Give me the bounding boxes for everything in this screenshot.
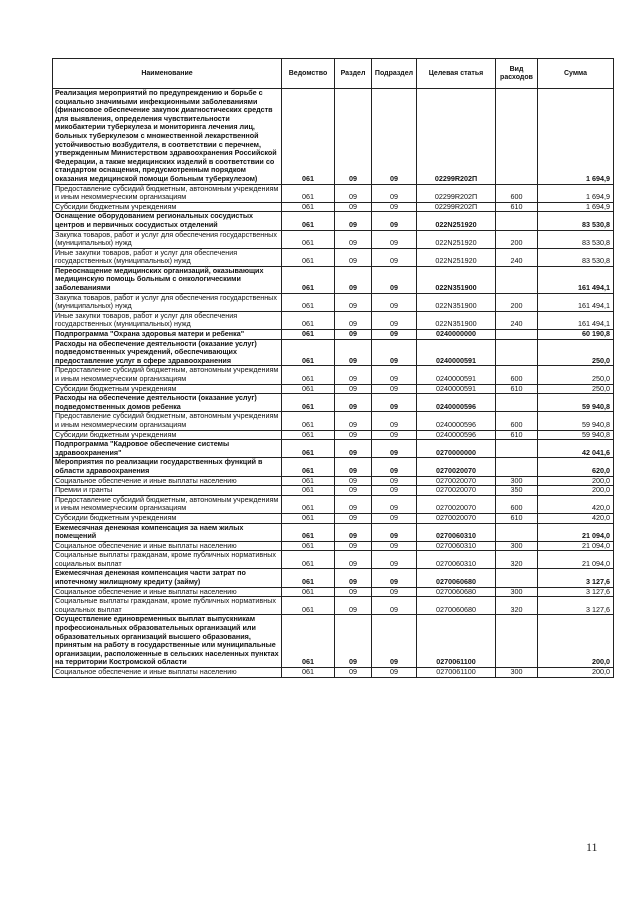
cell-vid-rashodov — [496, 89, 538, 185]
table-row — [53, 495, 614, 513]
cell-name: Иные закупки товаров, работ и услуг для обеспечения государственных (муниципальных) нужд — [53, 248, 282, 266]
cell-razdel: 09 — [335, 597, 372, 615]
cell-razdel: 09 — [335, 184, 372, 202]
cell-name: Мероприятия по реализации государственных функций в области здравоохранения — [53, 458, 282, 476]
cell-podrazdel: 09 — [372, 266, 417, 293]
cell-celevaya-statya: 0270060310 — [417, 523, 496, 541]
cell-podrazdel: 09 — [372, 486, 417, 496]
cell-razdel: 09 — [335, 266, 372, 293]
cell-vid-rashodov: 300 — [496, 541, 538, 551]
cell-name: Субсидии бюджетным учреждениям — [53, 202, 282, 212]
cell-vid-rashodov — [496, 394, 538, 412]
cell-name: Субсидии бюджетным учреждениям — [53, 430, 282, 440]
table-row — [53, 230, 614, 248]
table-row — [53, 394, 614, 412]
cell-summa: 83 530,8 — [538, 212, 614, 230]
cell-vedomstvo: 061 — [282, 551, 335, 569]
table-row — [53, 212, 614, 230]
cell-name: Расходы на обеспечение деятельности (оказание услуг) подведомственных учреждений, обеспечивающих предоставление услуг в сфере здравоохранения — [53, 339, 282, 366]
table-row — [53, 266, 614, 293]
cell-summa: 21 094,0 — [538, 541, 614, 551]
cell-podrazdel: 09 — [372, 394, 417, 412]
cell-razdel: 09 — [335, 513, 372, 523]
cell-summa: 200,0 — [538, 486, 614, 496]
cell-podrazdel: 09 — [372, 384, 417, 394]
table-row — [53, 541, 614, 551]
cell-vedomstvo: 061 — [282, 668, 335, 678]
table-row — [53, 440, 614, 458]
cell-summa: 59 940,8 — [538, 430, 614, 440]
header-razdel: Раздел — [335, 59, 372, 89]
cell-razdel: 09 — [335, 293, 372, 311]
cell-vedomstvo: 061 — [282, 476, 335, 486]
table-row — [53, 384, 614, 394]
cell-vedomstvo: 061 — [282, 597, 335, 615]
table-row — [53, 615, 614, 668]
cell-celevaya-statya: 022N251920 — [417, 248, 496, 266]
cell-celevaya-statya: 0240000596 — [417, 412, 496, 430]
cell-razdel: 09 — [335, 486, 372, 496]
table-row — [53, 311, 614, 329]
table-row — [53, 569, 614, 587]
cell-summa: 250,0 — [538, 384, 614, 394]
cell-celevaya-statya: 0270020070 — [417, 495, 496, 513]
cell-name: Социальное обеспечение и иные выплаты населению — [53, 587, 282, 597]
cell-vedomstvo: 061 — [282, 541, 335, 551]
cell-vid-rashodov: 610 — [496, 430, 538, 440]
cell-summa: 59 940,8 — [538, 412, 614, 430]
table-row — [53, 597, 614, 615]
header-summa: Сумма — [538, 59, 614, 89]
table-row — [53, 668, 614, 678]
cell-vedomstvo: 061 — [282, 412, 335, 430]
table-row — [53, 430, 614, 440]
cell-vid-rashodov: 320 — [496, 551, 538, 569]
table-row — [53, 184, 614, 202]
table-row — [53, 587, 614, 597]
cell-celevaya-statya: 0240000591 — [417, 339, 496, 366]
cell-vedomstvo: 061 — [282, 230, 335, 248]
cell-podrazdel: 09 — [372, 412, 417, 430]
cell-summa: 620,0 — [538, 458, 614, 476]
cell-name: Закупка товаров, работ и услуг для обеспечения государственных (муниципальных) нужд — [53, 230, 282, 248]
budget-table-page — [52, 58, 613, 678]
cell-vid-rashodov — [496, 339, 538, 366]
cell-name: Ежемесячная денежная компенсация части затрат по ипотечному жилищному кредиту (займу) — [53, 569, 282, 587]
cell-vid-rashodov: 300 — [496, 587, 538, 597]
cell-vid-rashodov: 600 — [496, 495, 538, 513]
cell-summa: 21 094,0 — [538, 551, 614, 569]
cell-podrazdel: 09 — [372, 89, 417, 185]
cell-vid-rashodov: 240 — [496, 248, 538, 266]
cell-celevaya-statya: 0270061100 — [417, 615, 496, 668]
cell-summa: 200,0 — [538, 476, 614, 486]
cell-razdel: 09 — [335, 551, 372, 569]
table-header-row — [53, 59, 614, 89]
cell-summa: 3 127,6 — [538, 587, 614, 597]
header-name: Наименование — [53, 59, 282, 89]
cell-vid-rashodov — [496, 615, 538, 668]
cell-summa: 420,0 — [538, 495, 614, 513]
cell-vedomstvo: 061 — [282, 440, 335, 458]
cell-celevaya-statya: 02299R202П — [417, 89, 496, 185]
table-row — [53, 476, 614, 486]
cell-razdel: 09 — [335, 212, 372, 230]
cell-podrazdel: 09 — [372, 597, 417, 615]
table-row — [53, 486, 614, 496]
cell-vid-rashodov: 600 — [496, 412, 538, 430]
cell-vedomstvo: 061 — [282, 89, 335, 185]
cell-name: Расходы на обеспечение деятельности (оказание услуг) подведомственных домов ребенка — [53, 394, 282, 412]
cell-podrazdel: 09 — [372, 587, 417, 597]
cell-vid-rashodov: 300 — [496, 668, 538, 678]
cell-vedomstvo: 061 — [282, 248, 335, 266]
cell-celevaya-statya: 0270060310 — [417, 551, 496, 569]
cell-name: Предоставление субсидий бюджетным, автономным учреждениям и иным некоммерческим организациям — [53, 366, 282, 384]
cell-razdel: 09 — [335, 339, 372, 366]
cell-podrazdel: 09 — [372, 551, 417, 569]
cell-podrazdel: 09 — [372, 440, 417, 458]
cell-vid-rashodov — [496, 330, 538, 340]
cell-razdel: 09 — [335, 384, 372, 394]
table-row — [53, 202, 614, 212]
cell-celevaya-statya: 0270060310 — [417, 541, 496, 551]
cell-podrazdel: 09 — [372, 569, 417, 587]
cell-vid-rashodov — [496, 440, 538, 458]
cell-celevaya-statya: 0270020070 — [417, 513, 496, 523]
cell-vid-rashodov: 200 — [496, 293, 538, 311]
cell-vid-rashodov — [496, 569, 538, 587]
cell-razdel: 09 — [335, 430, 372, 440]
cell-vedomstvo: 061 — [282, 384, 335, 394]
cell-name: Предоставление субсидий бюджетным, автономным учреждениям и иным некоммерческим организациям — [53, 495, 282, 513]
cell-summa: 1 694,9 — [538, 202, 614, 212]
cell-razdel: 09 — [335, 541, 372, 551]
table-row — [53, 89, 614, 185]
cell-vedomstvo: 061 — [282, 366, 335, 384]
cell-celevaya-statya: 0270061100 — [417, 668, 496, 678]
cell-podrazdel: 09 — [372, 293, 417, 311]
cell-razdel: 09 — [335, 89, 372, 185]
cell-summa: 200,0 — [538, 615, 614, 668]
cell-podrazdel: 09 — [372, 495, 417, 513]
cell-summa: 21 094,0 — [538, 523, 614, 541]
cell-name: Оснащение оборудованием региональных сосудистых центров и первичных сосудистых отделений — [53, 212, 282, 230]
cell-razdel: 09 — [335, 495, 372, 513]
cell-name: Предоставление субсидий бюджетным, автономным учреждениям и иным некоммерческим организациям — [53, 412, 282, 430]
cell-name: Социальное обеспечение и иные выплаты населению — [53, 541, 282, 551]
cell-vedomstvo: 061 — [282, 266, 335, 293]
cell-vedomstvo: 061 — [282, 486, 335, 496]
cell-vedomstvo: 061 — [282, 330, 335, 340]
cell-razdel: 09 — [335, 230, 372, 248]
cell-celevaya-statya: 0240000000 — [417, 330, 496, 340]
cell-podrazdel: 09 — [372, 184, 417, 202]
cell-vid-rashodov: 320 — [496, 597, 538, 615]
cell-celevaya-statya: 0240000591 — [417, 384, 496, 394]
cell-summa: 3 127,6 — [538, 569, 614, 587]
cell-razdel: 09 — [335, 668, 372, 678]
cell-vid-rashodov: 300 — [496, 476, 538, 486]
cell-vedomstvo: 061 — [282, 615, 335, 668]
cell-celevaya-statya: 0240000596 — [417, 430, 496, 440]
cell-celevaya-statya: 0240000596 — [417, 394, 496, 412]
cell-celevaya-statya: 02299R202П — [417, 202, 496, 212]
cell-razdel: 09 — [335, 311, 372, 329]
cell-podrazdel: 09 — [372, 311, 417, 329]
cell-celevaya-statya: 022N351900 — [417, 266, 496, 293]
cell-name: Переоснащение медицинских организаций, оказывающих медицинскую помощь больным с онкологическими заболеваниями — [53, 266, 282, 293]
cell-vedomstvo: 061 — [282, 523, 335, 541]
cell-celevaya-statya: 0270060680 — [417, 587, 496, 597]
cell-name: Социальные выплаты гражданам, кроме публичных нормативных социальных выплат — [53, 597, 282, 615]
cell-name: Ежемесячная денежная компенсация за наем жилых помещений — [53, 523, 282, 541]
cell-vid-rashodov: 610 — [496, 202, 538, 212]
cell-summa: 60 190,8 — [538, 330, 614, 340]
table-row — [53, 366, 614, 384]
cell-vedomstvo: 061 — [282, 184, 335, 202]
cell-razdel: 09 — [335, 523, 372, 541]
cell-celevaya-statya: 022N251920 — [417, 212, 496, 230]
cell-name: Социальное обеспечение и иные выплаты населению — [53, 476, 282, 486]
cell-vid-rashodov: 610 — [496, 384, 538, 394]
cell-razdel: 09 — [335, 394, 372, 412]
cell-vid-rashodov: 600 — [496, 366, 538, 384]
cell-razdel: 09 — [335, 330, 372, 340]
cell-podrazdel: 09 — [372, 202, 417, 212]
cell-podrazdel: 09 — [372, 248, 417, 266]
cell-summa: 250,0 — [538, 366, 614, 384]
cell-celevaya-statya: 022N351900 — [417, 311, 496, 329]
cell-summa: 83 530,8 — [538, 248, 614, 266]
cell-razdel: 09 — [335, 366, 372, 384]
cell-podrazdel: 09 — [372, 430, 417, 440]
cell-razdel: 09 — [335, 458, 372, 476]
cell-celevaya-statya: 0270000000 — [417, 440, 496, 458]
cell-summa: 83 530,8 — [538, 230, 614, 248]
header-vedomstvo: Ведомство — [282, 59, 335, 89]
cell-podrazdel: 09 — [372, 458, 417, 476]
cell-name: Иные закупки товаров, работ и услуг для обеспечения государственных (муниципальных) нужд — [53, 311, 282, 329]
cell-vid-rashodov — [496, 523, 538, 541]
cell-podrazdel: 09 — [372, 212, 417, 230]
cell-name: Премии и гранты — [53, 486, 282, 496]
cell-vid-rashodov: 610 — [496, 513, 538, 523]
cell-razdel: 09 — [335, 587, 372, 597]
cell-vedomstvo: 061 — [282, 394, 335, 412]
cell-vedomstvo: 061 — [282, 458, 335, 476]
cell-vedomstvo: 061 — [282, 311, 335, 329]
cell-name: Субсидии бюджетным учреждениям — [53, 513, 282, 523]
page-number: 11 — [586, 840, 598, 854]
cell-vedomstvo: 061 — [282, 430, 335, 440]
cell-summa: 161 494,1 — [538, 266, 614, 293]
cell-razdel: 09 — [335, 202, 372, 212]
cell-razdel: 09 — [335, 476, 372, 486]
cell-vid-rashodov — [496, 212, 538, 230]
cell-summa: 250,0 — [538, 339, 614, 366]
cell-name: Осуществление единовременных выплат выпускникам профессиональных образовательных организаций или образовательных организаций высшего образования, принятым на работу в государственные или муниципальные организации, расположенные в сельских населенных пунктах на территории Костромской области — [53, 615, 282, 668]
cell-summa: 1 694,9 — [538, 89, 614, 185]
cell-celevaya-statya: 02299R202П — [417, 184, 496, 202]
cell-name: Предоставление субсидий бюджетным, автономным учреждениям и иным некоммерческим организациям — [53, 184, 282, 202]
cell-celevaya-statya: 0240000591 — [417, 366, 496, 384]
cell-podrazdel: 09 — [372, 339, 417, 366]
table-row — [53, 248, 614, 266]
cell-celevaya-statya: 0270020070 — [417, 486, 496, 496]
budget-table — [52, 58, 614, 678]
cell-vedomstvo: 061 — [282, 202, 335, 212]
cell-podrazdel: 09 — [372, 615, 417, 668]
cell-name: Подпрограмма "Кадровое обеспечение системы здравоохранения" — [53, 440, 282, 458]
table-row — [53, 293, 614, 311]
cell-summa: 59 940,8 — [538, 394, 614, 412]
cell-razdel: 09 — [335, 569, 372, 587]
cell-vedomstvo: 061 — [282, 513, 335, 523]
cell-podrazdel: 09 — [372, 330, 417, 340]
cell-name: Подпрограмма "Охрана здоровья матери и ребенка" — [53, 330, 282, 340]
cell-celevaya-statya: 022N251920 — [417, 230, 496, 248]
table-row — [53, 458, 614, 476]
cell-summa: 42 041,6 — [538, 440, 614, 458]
cell-celevaya-statya: 0270060680 — [417, 569, 496, 587]
cell-summa: 420,0 — [538, 513, 614, 523]
header-celevaya-statya: Целевая статья — [417, 59, 496, 89]
header-vid-rashodov: Вид расходов — [496, 59, 538, 89]
table-row — [53, 551, 614, 569]
table-row — [53, 339, 614, 366]
cell-summa: 200,0 — [538, 668, 614, 678]
table-row — [53, 412, 614, 430]
cell-vedomstvo: 061 — [282, 212, 335, 230]
cell-name: Субсидии бюджетным учреждениям — [53, 384, 282, 394]
cell-name: Социальные выплаты гражданам, кроме публичных нормативных социальных выплат — [53, 551, 282, 569]
cell-podrazdel: 09 — [372, 668, 417, 678]
cell-podrazdel: 09 — [372, 513, 417, 523]
cell-vedomstvo: 061 — [282, 293, 335, 311]
cell-summa: 3 127,6 — [538, 597, 614, 615]
cell-podrazdel: 09 — [372, 523, 417, 541]
cell-celevaya-statya: 0270020070 — [417, 458, 496, 476]
cell-vedomstvo: 061 — [282, 587, 335, 597]
cell-razdel: 09 — [335, 412, 372, 430]
cell-podrazdel: 09 — [372, 476, 417, 486]
cell-name: Социальное обеспечение и иные выплаты населению — [53, 668, 282, 678]
header-podrazdel: Подраздел — [372, 59, 417, 89]
cell-vedomstvo: 061 — [282, 339, 335, 366]
cell-vid-rashodov: 240 — [496, 311, 538, 329]
cell-name: Закупка товаров, работ и услуг для обеспечения государственных (муниципальных) нужд — [53, 293, 282, 311]
cell-vid-rashodov: 200 — [496, 230, 538, 248]
cell-podrazdel: 09 — [372, 541, 417, 551]
cell-vid-rashodov: 600 — [496, 184, 538, 202]
cell-summa: 161 494,1 — [538, 293, 614, 311]
cell-vid-rashodov — [496, 458, 538, 476]
cell-razdel: 09 — [335, 248, 372, 266]
cell-podrazdel: 09 — [372, 366, 417, 384]
cell-vedomstvo: 061 — [282, 569, 335, 587]
cell-vedomstvo: 061 — [282, 495, 335, 513]
cell-summa: 161 494,1 — [538, 311, 614, 329]
cell-podrazdel: 09 — [372, 230, 417, 248]
table-row — [53, 513, 614, 523]
cell-razdel: 09 — [335, 440, 372, 458]
cell-vid-rashodov: 350 — [496, 486, 538, 496]
cell-summa: 1 694,9 — [538, 184, 614, 202]
cell-celevaya-statya: 0270020070 — [417, 476, 496, 486]
cell-celevaya-statya: 0270060680 — [417, 597, 496, 615]
cell-vid-rashodov — [496, 266, 538, 293]
table-row — [53, 523, 614, 541]
cell-razdel: 09 — [335, 615, 372, 668]
table-row — [53, 330, 614, 340]
cell-name: Реализация мероприятий по предупреждению и борьбе с социально значимыми инфекционными заболеваниями (финансовое обеспечение закупок диагностических средств для выявления, определения чувствительности микобактерии туберкулеза и мониторинга лечения лиц, больных туберкулезом с множественной лекарственной устойчивостью возбудителя, в соответствии с перечнем, утвержденным Министерством здравоохранения Российской Федерации, а также медицинских изделий в соответствии со стандартом оснащения, предусмотренным порядком оказания медицинской помощи больным туберкулезом) — [53, 89, 282, 185]
cell-celevaya-statya: 022N351900 — [417, 293, 496, 311]
